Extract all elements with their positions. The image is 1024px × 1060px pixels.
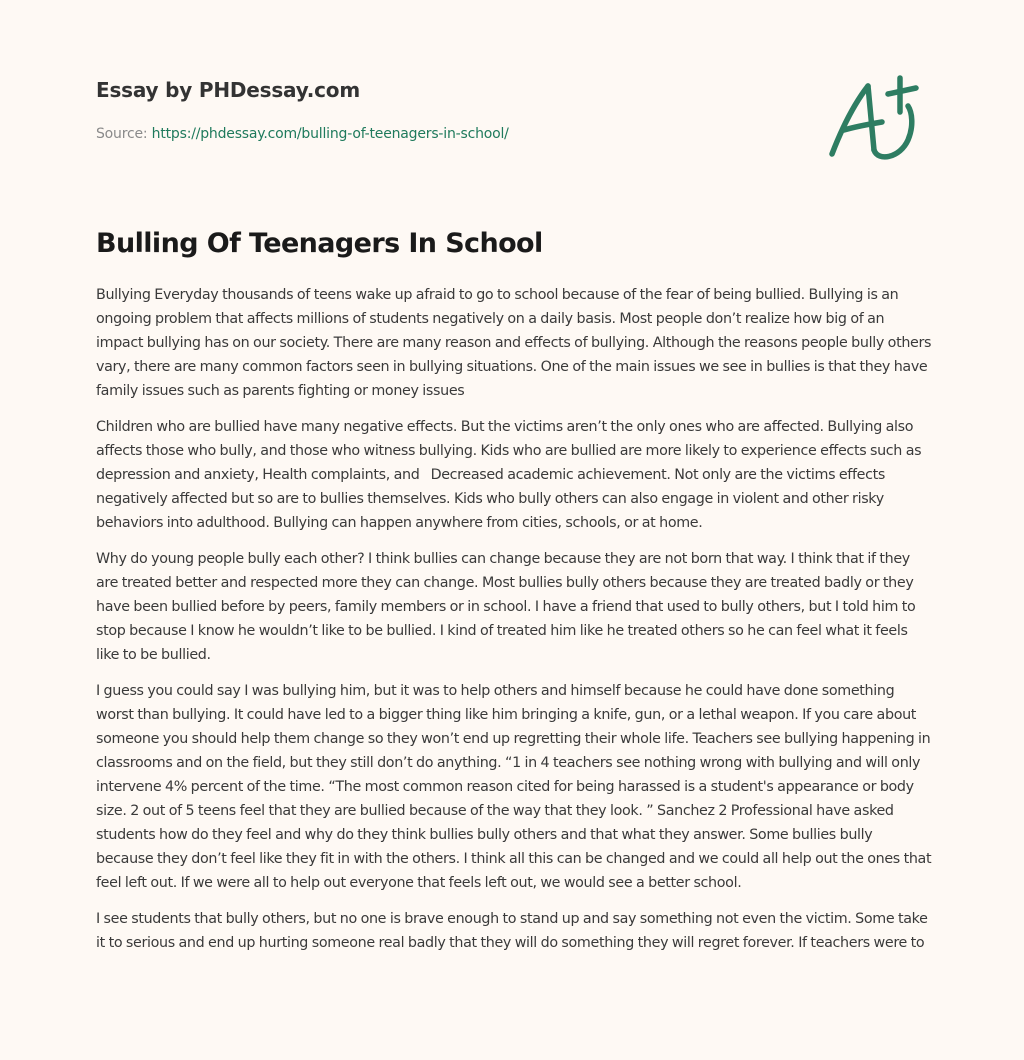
essay-paragraph: Bullying Everyday thousands of teens wake up afraid to go to school because of the fear of being bullied. Bullying is an ongoing problem that affects millions of students negatively on a daily basis. Most people don’t realize how big of an impact bullying has on our society. There are many reason and effects of bullying. Although the reasons people bully others vary, there are many common factors seen in bullying situations. One of the main issues we see in bullies is that they have family issues such as parents fighting or money issues [96,287,935,399]
essay-title: Bulling Of Teenagers In School [96,228,543,259]
essay-paragraph: Why do young people bully each other? I think bullies can change because they are not born that way. I think that if they are treated better and respected more they can change. Most bullies bully others because they are treated badly or they have been bullied before by peers, family members or in school. I have a friend that used to bully others, but I told him to stop because I know he wouldn’t like to be bullied. I kind of treated him like he treated others so he can feel what it feels like to be bullied. [96,551,920,663]
essay-paragraph: I guess you could say I was bullying him, but it was to help others and himself because he could have done something worst than bullying. It could have led to a bigger thing like him bringing a knife, gun, or a lethal weapon. If you care about someone you should help them change so they won’t end up regretting their whole life. Teachers see bullying happening in classrooms and on the field, but they still don’t do anything. “1 in 4 teachers see nothing wrong with bullying and will only intervene 4% percent of the time. “The most common reason cited for being harassed is a student's appearance or body size. 2 out of 5 teens feel that they are bullied because of the way that they look. ” Sanchez 2 Professional have asked students how do they feel and why do they think bullies bully others and that what they answer. Some bullies bully because they don’t feel like they fit in with the others. I think all this can be changed and we could all help out the ones that feel left out. If we were all to help out everyone that feels left out, we would see a better school. [96,683,935,891]
source-label: Source: [96,126,152,142]
source-link[interactable]: https://phdessay.com/bulling-of-teenagers-in-school/ [151,126,509,142]
essay-body [96,283,935,967]
essay-paragraph: Children who are bullied have many negative effects. But the victims aren’t the only ones who are affected. Bullying also affects those who bully, and those who witness bullying. Kids who are bullied are more likely to experience effects such as depression and anxiety, Health complaints, and Decreased academic achievement. Not only are the victims effects negatively affected but so are to bullies themselves. Kids who bully others can also engage in violent and other risky behaviors into adulthood. Bullying can happen anywhere from cities, schools, or at home. [96,419,925,531]
essay-header [96,76,796,144]
essay-paragraph: I see students that bully others, but no one is brave enough to stand up and say something not even the victim. Some take it to serious and end up hurting someone real badly that they will do something they will regret forever. If teachers were to [96,911,932,951]
source-line [96,124,796,144]
site-title: Essay by PHDessay.com [96,78,360,102]
a-plus-grade-icon [820,66,930,166]
